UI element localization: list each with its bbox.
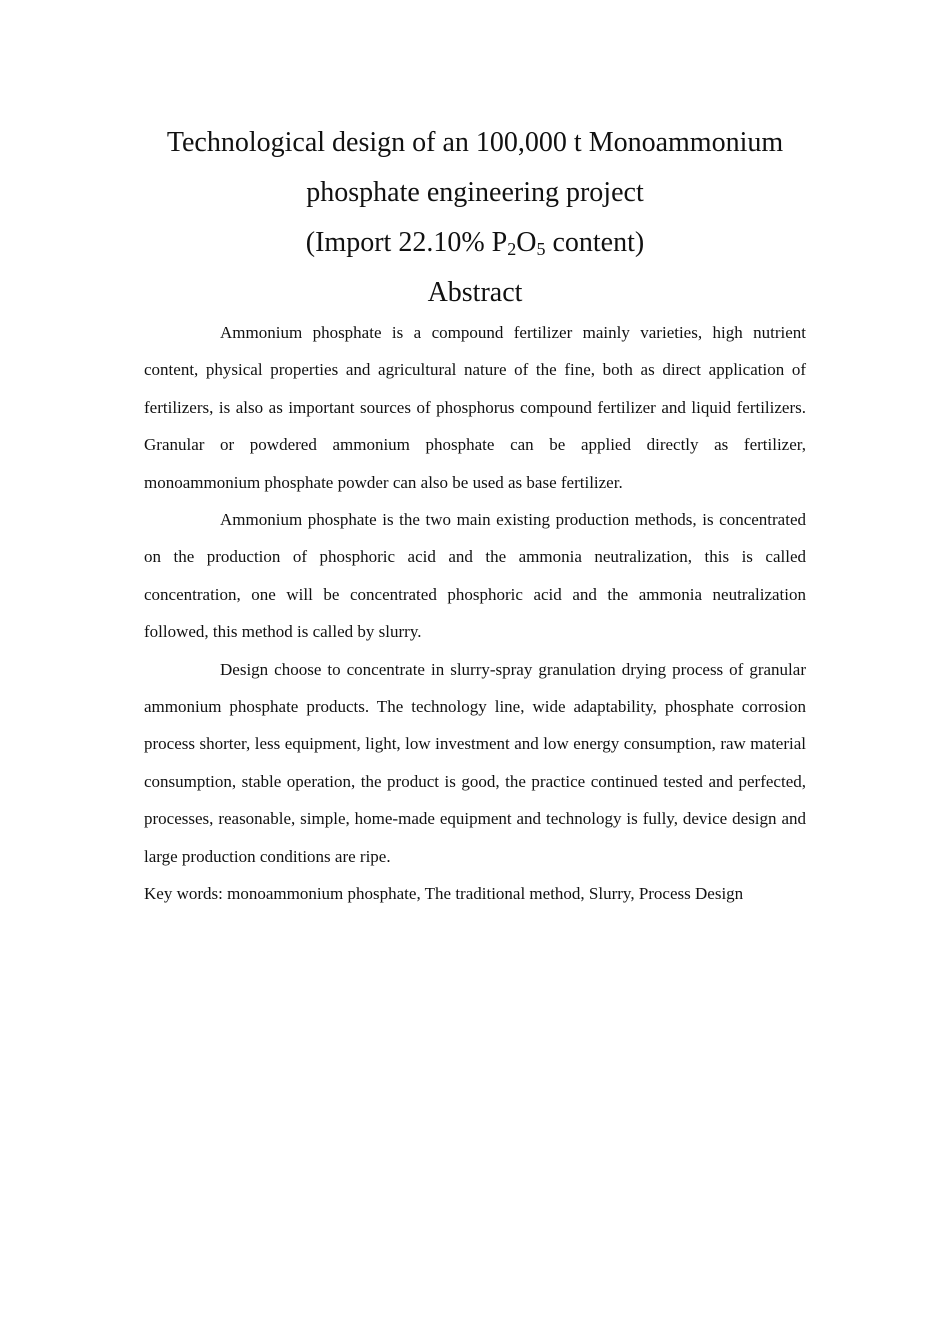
abstract-paragraph-3: Design choose to concentrate in slurry-spray granulation drying process of granular ammonium phosphate products. The technology line, wide adaptability, phosphate corrosion process shorter, less equipment, light, low investment and low energy consumption, raw material consumption, stable operation, the product is good, the practice continued tested and perfected, processes, reasonable, simple, home-made equipment and technology is fully, device design and large production conditions are ripe. (144, 659, 806, 866)
title-line-1: Technological design of an 100,000 t Monoammonium (166, 127, 784, 158)
title-line-3 (120, 218, 830, 268)
title-line-3-prefix: (Import 22.10% P (305, 227, 508, 258)
abstract-paragraph-1: Ammonium phosphate is a compound fertilizer mainly varieties, high nutrient content, physical properties and agricultural nature of the fine, both as direct application of fertilizers, is also as important sources of phosphorus compound fertilizer and liquid fertilizers. Granular or powdered ammonium phosphate can be applied directly as fertilizer, monoammonium phosphate powder can also be used as base fertilizer. (144, 323, 806, 492)
abstract-body (144, 314, 806, 913)
title-block (120, 118, 830, 318)
title-subscript-2: 2 (507, 239, 517, 259)
title-subscript-5: 5 (536, 239, 546, 259)
abstract-heading: Abstract (427, 277, 523, 308)
title-line-2: phosphate engineering project (306, 177, 644, 208)
abstract-paragraph-2: Ammonium phosphate is the two main existing production methods, is concentrated on the production of phosphoric acid and the ammonia neutralization, this is called concentration, one will be concentrated phosphoric acid and the ammonia neutralization followed, this method is called by slurry. (144, 510, 806, 642)
keywords: Key words: monoammonium phosphate, The traditional method, Slurry, Process Design (144, 884, 744, 904)
title-line-3-suffix: content) (545, 227, 645, 258)
title-line-3-mid: O (516, 227, 537, 258)
